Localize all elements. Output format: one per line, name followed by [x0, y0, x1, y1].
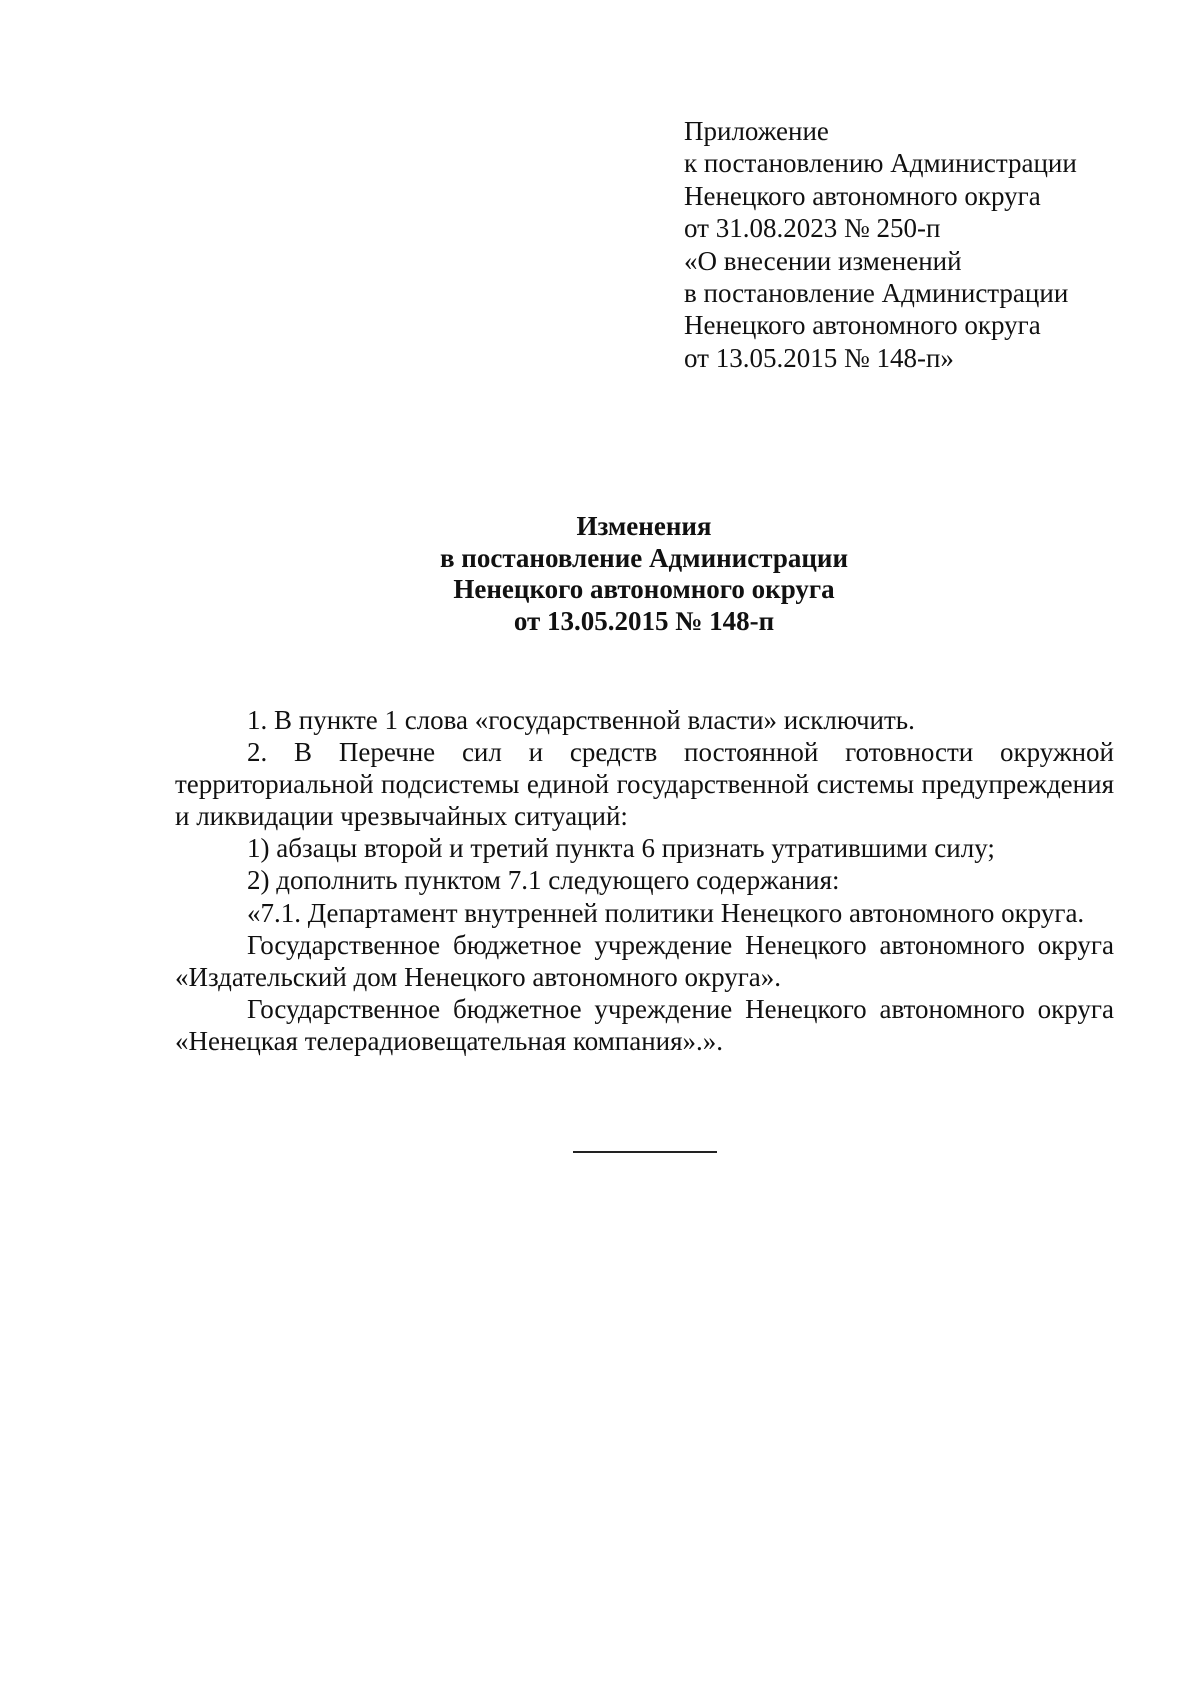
title-line: Изменения — [576, 511, 712, 541]
paragraph-subitem-2: 2) дополнить пунктом 7.1 следующего содержания: — [247, 865, 840, 896]
title-line: в постановление Администрации — [439, 542, 849, 573]
appendix-line: Ненецкого автономного округа — [684, 180, 1041, 211]
paragraph-item-1: 1. В пункте 1 слова «государственной власти» исключить. — [247, 705, 915, 735]
paragraph-publishing-house: Государственное бюджетное учреждение Ненецкого автономного округа «Издательский дом Ненецкого автономного округа». — [175, 929, 1114, 992]
title-line: от 13.05.2015 № 148-п — [513, 605, 775, 636]
appendix-line: Приложение — [684, 116, 829, 146]
appendix-line: к постановлению Администрации — [684, 148, 1077, 179]
appendix-line: от 31.08.2023 № 250-п — [684, 213, 941, 244]
appendix-line: от 13.05.2015 № 148-п» — [684, 342, 954, 373]
document-body — [175, 704, 1114, 1057]
appendix-line: Ненецкого автономного округа — [684, 310, 1041, 341]
paragraph-broadcasting-company: Государственное бюджетное учреждение Ненецкого автономного округа «Ненецкая телерадиовещательная компания».». — [175, 993, 1114, 1056]
paragraph-new-item-7-1: «7.1. Департамент внутренней политики Ненецкого автономного округа. — [247, 897, 1085, 928]
title-line: Ненецкого автономного округа — [453, 574, 835, 604]
paragraph-subitem-1: 1) абзацы второй и третий пункта 6 признать утратившими силу; — [247, 833, 995, 864]
paragraph-item-2: 2. В Перечне сил и средств постоянной готовности окружной территориальной подсистемы единой государственной системы предупреждения и ликвидации чрезвычайных ситуаций: — [175, 737, 1114, 832]
closing-rule — [573, 1151, 717, 1153]
appendix-line: «О внесении изменений — [684, 245, 962, 276]
document-title — [174, 511, 1114, 637]
appendix-block — [684, 115, 1164, 374]
appendix-line: в постановление Администрации — [684, 278, 1069, 309]
